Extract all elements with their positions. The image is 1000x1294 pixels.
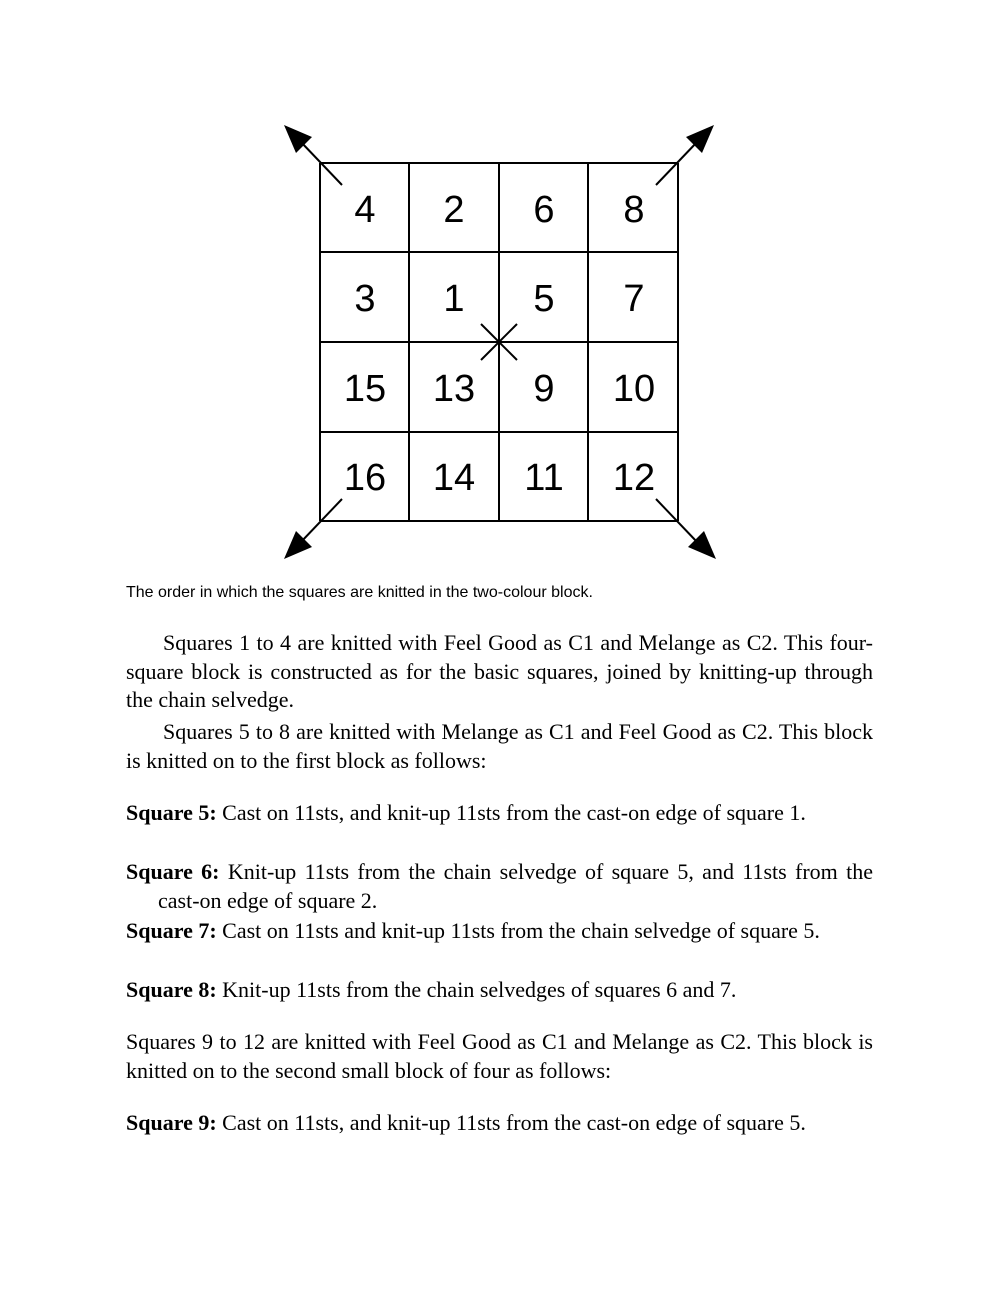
square-5-instruction (126, 799, 873, 828)
knitting-order-diagram (270, 115, 730, 575)
square-label: Square 7: (126, 918, 217, 943)
cell-number: 16 (343, 457, 387, 499)
square-6-instruction (126, 858, 873, 915)
paragraph-squares-5-8: Squares 5 to 8 are knitted with Melange as C1 and Feel Good as C2. This block is knitted on to the first block as follows: (126, 719, 873, 773)
arrow-top-right (656, 125, 714, 185)
cell-number: 6 (533, 189, 555, 231)
cell-number: 8 (623, 189, 645, 231)
square-text: Cast on 11sts and knit-up 11sts from the chain selvedge of square 5. (222, 918, 820, 943)
cell-number: 1 (443, 278, 465, 320)
square-label: Square 9: (126, 1110, 217, 1135)
cell-number: 10 (612, 368, 656, 410)
square-label: Square 6: (126, 859, 220, 884)
square-label: Square 8: (126, 977, 217, 1002)
cell-number: 13 (432, 368, 476, 410)
cell-number: 3 (354, 278, 376, 320)
arrow-bottom-right (656, 499, 716, 559)
arrow-bottom-left (284, 499, 342, 559)
cell-number: 12 (612, 457, 656, 499)
cell-number: 5 (533, 278, 555, 320)
square-9-instruction (126, 1109, 873, 1138)
cell-number: 15 (343, 368, 387, 410)
square-text: Cast on 11sts, and knit-up 11sts from the cast-on edge of square 1. (222, 800, 806, 825)
square-8-instruction (126, 976, 873, 1005)
square-text: Cast on 11sts, and knit-up 11sts from the cast-on edge of square 5. (222, 1110, 806, 1135)
square-7-instruction (126, 917, 873, 946)
cell-number: 7 (623, 278, 645, 320)
cell-number: 2 (443, 189, 465, 231)
diagram-caption: The order in which the squares are knitted in the two-colour block. (126, 584, 593, 601)
cell-number: 11 (524, 457, 564, 499)
cell-number: 9 (533, 368, 555, 410)
arrow-top-left (284, 125, 342, 185)
cell-number: 4 (354, 189, 376, 231)
square-text: Knit-up 11sts from the chain selvedges of squares 6 and 7. (222, 977, 737, 1002)
square-text: Knit-up 11sts from the chain selvedge of square 5, and 11sts from the cast-on edge of square 2. (158, 859, 873, 913)
square-label: Square 5: (126, 800, 217, 825)
paragraph-squares-9-12: Squares 9 to 12 are knitted with Feel Good as C1 and Melange as C2. This block is knitted on to the second small block of four as follows: (126, 1029, 873, 1083)
paragraph-squares-1-4: Squares 1 to 4 are knitted with Feel Good as C1 and Melange as C2. This four-square block is constructed as for the basic squares, joined by knitting-up through the chain selvedge. (126, 630, 873, 712)
cell-number: 14 (432, 457, 476, 499)
